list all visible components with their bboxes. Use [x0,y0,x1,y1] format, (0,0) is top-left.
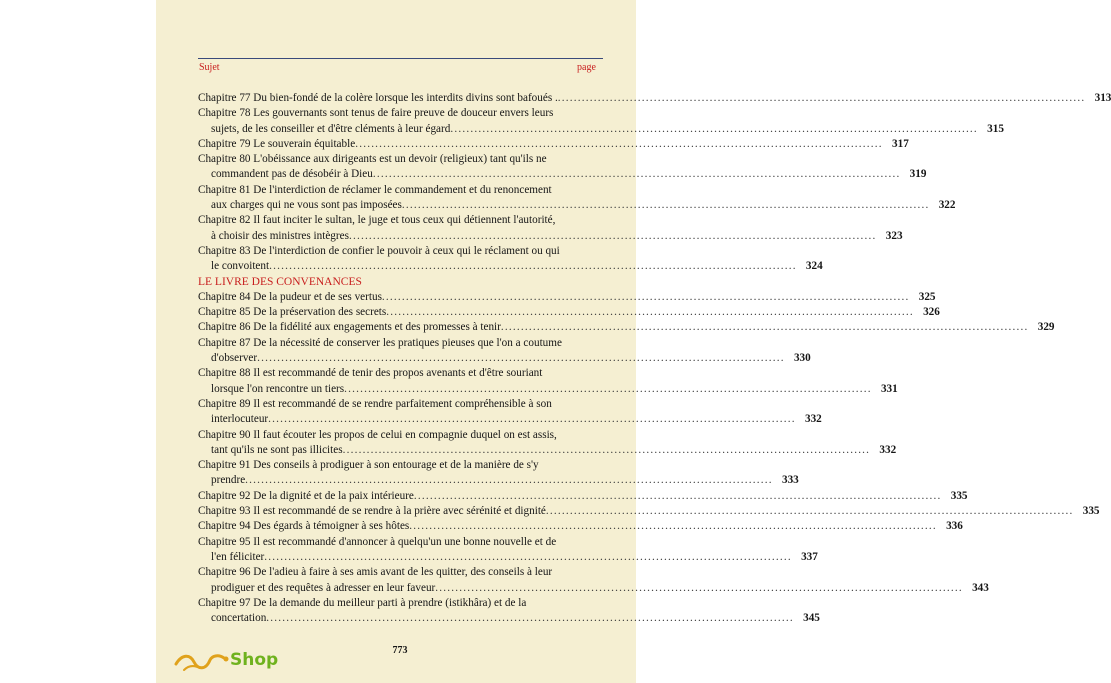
toc-page-number: 324 [805,260,823,273]
toc-entry-title: Chapitre 83 De l'interdiction de confier le pouvoir à ceux qui le réclament ou qui [198,244,560,257]
dot-leader [409,519,937,534]
toc-page-number: 326 [923,306,940,319]
toc-page-number: 333 [781,474,799,487]
subject-column-heading: Sujet [199,62,220,73]
toc-entry [198,336,603,351]
toc-entry [198,122,1004,137]
dot-leader [245,473,773,488]
dot-leader [501,320,1029,335]
toc-entry-title: prodiguer et des requêtes à adresser en leur faveur [211,581,436,594]
toc-entry-title: Chapitre 84 De la pudeur et de ses vertus [198,290,382,303]
toc-entry [198,397,603,412]
page-number: 773 [392,645,408,656]
toc-entry-title: Chapitre 93 Il est recommandé de se rendre à la prière avec sérénité et dignité [198,505,546,518]
toc-entry [198,489,968,504]
toc-entry-title: tant qu'ils ne sont pas illicites [211,443,343,456]
toc-entry-title: Chapitre 88 Il est recommandé de tenir des propos avenants et d'être souriant [198,367,543,380]
toc-page-number: 315 [987,122,1004,135]
toc-entry-title: Chapitre 97 De la demande du meilleur parti à prendre (istikhâra) et de la [198,596,527,609]
dot-leader [382,290,910,305]
toc-entry-title: interlocuteur [211,413,269,426]
toc-entry [198,596,603,611]
toc-entry [198,167,927,182]
swirl-icon [174,650,234,674]
toc-page-number: 325 [918,290,936,303]
toc-entry-title: lorsque l'on rencontre un tiers [211,382,345,395]
page-column-heading: page [577,62,596,73]
toc-page-number: 322 [938,199,956,212]
dot-leader [373,167,901,182]
dot-leader [546,504,1074,519]
toc-entry [198,259,823,274]
toc-entry-title: l'en féliciter [211,550,265,563]
toc-entry [198,351,811,366]
toc-entry-title: commandent pas de désobéir à Dieu [211,168,373,181]
toc-page-number: 331 [880,382,898,395]
table-of-contents [198,91,1111,626]
toc-entry-title: le convoitent [211,260,270,273]
toc-entry [198,91,1111,106]
toc-entry [198,213,603,228]
toc-entry-title: Chapitre 91 Des conseils à prodiguer à son entourage et de la manière de s'y [198,459,539,472]
toc-entry [198,581,989,596]
toc-entry-title: Chapitre 82 Il faut inciter le sultan, le juge et tous ceux qui détiennent l'autorité, [198,214,556,227]
toc-entry [198,305,940,320]
dot-leader [450,122,978,137]
shop-logo[interactable] [174,648,294,678]
toc-entry-title: Chapitre 86 De la fidélité aux engagements et des promesses à tenir [198,321,501,334]
dot-leader [558,91,1086,106]
toc-page-number: 317 [892,137,909,150]
toc-entry-title: Chapitre 92 De la dignité et de la paix intérieure [198,489,414,502]
dot-leader [344,382,872,397]
toc-entry-title: Chapitre 89 Il est recommandé de se rendre parfaitement compréhensible à son [198,397,552,410]
toc-entry-title: Chapitre 81 De l'interdiction de réclamer le commandement et du renoncement [198,183,552,196]
toc-entry-title: Chapitre 95 Il est recommandé d'annoncer à quelqu'un une bonne nouvelle et de [198,535,557,548]
dot-leader [264,550,792,565]
toc-page-number: 343 [972,581,989,594]
toc-entry-title: prendre [211,474,246,487]
toc-entry [198,183,603,198]
toc-entry-title: à choisir des ministres intègres [211,229,349,242]
toc-entry [198,535,603,550]
toc-page-number: 336 [946,520,963,533]
toc-page-number: 329 [1037,321,1055,334]
toc-page-number: 345 [803,612,820,625]
toc-page-number: 337 [801,550,818,563]
dot-leader [266,611,794,626]
header-rule [198,58,603,59]
dot-leader [343,443,871,458]
toc-entry [198,320,1055,335]
section-heading: LE LIVRE DES CONVENANCES [198,275,362,288]
toc-page-number: 323 [885,229,903,242]
toc-entry [198,519,963,534]
toc-entry-title: sujets, de les conseiller et d'être cléments à leur égard [211,122,451,135]
dot-leader [414,489,942,504]
toc-entry [198,229,903,244]
toc-entry-title: Chapitre 96 De l'adieu à faire à ses amis avant de les quitter, des conseils à leur [198,566,553,579]
toc-entry-title: Chapitre 77 Du bien-fondé de la colère lorsque les interdits divins sont bafoués . [198,92,558,104]
toc-entry [198,412,822,427]
dot-leader [386,305,914,320]
toc-page-number: 319 [909,168,927,181]
toc-entry [198,611,820,626]
shop-logo-text: Shop [230,650,279,670]
toc-entry [198,198,956,213]
toc-page-number: 335 [1082,505,1100,518]
dot-leader [257,351,785,366]
toc-entry-title: Chapitre 94 Des égards à témoigner à ses hôtes [198,520,410,533]
toc-entry-title: concertation [211,612,267,625]
toc-page-number: 313 [1094,92,1111,104]
toc-entry [198,106,603,121]
dot-leader [349,229,877,244]
toc-entry-title: Chapitre 90 Il faut écouter les propos de celui en compagnie duquel on est assis, [198,428,557,441]
toc-entry [198,137,909,152]
toc-entry-title: Chapitre 87 De la nécessité de conserver les pratiques pieuses que l'on a coutume [198,336,562,349]
toc-page-number: 332 [804,413,822,426]
dot-leader [268,412,796,427]
toc-entry [198,152,603,167]
dot-leader [269,259,797,274]
toc-entry-title: d'observer [211,352,258,365]
toc-entry [198,473,799,488]
toc-entry-title: Chapitre 80 L'obéissance aux dirigeants est un devoir (religieux) tant qu'ils ne [198,153,547,166]
toc-entry [198,458,603,473]
toc-entry-title: Chapitre 85 De la préservation des secrets [198,306,387,319]
toc-entry [198,504,1100,519]
toc-page-number: 330 [793,352,811,365]
toc-entry [198,290,936,305]
toc-entry [198,550,818,565]
toc-page-number: 332 [879,443,897,456]
toc-entry [198,428,603,443]
toc-entry [198,244,603,259]
toc-entry [198,565,603,580]
toc-entry-title: Chapitre 79 Le souverain équitable [198,137,356,150]
toc-page-number: 335 [950,489,968,502]
dot-leader [355,137,883,152]
dot-leader [402,198,930,213]
toc-entry [198,443,897,458]
dot-leader [435,581,963,596]
toc-entry [198,366,603,381]
toc-entry-title: aux charges qui ne vous sont pas imposées [211,199,402,212]
toc-entry [198,382,898,397]
toc-entry-title: Chapitre 78 Les gouvernants sont tenus de faire preuve de douceur envers leurs [198,107,554,120]
